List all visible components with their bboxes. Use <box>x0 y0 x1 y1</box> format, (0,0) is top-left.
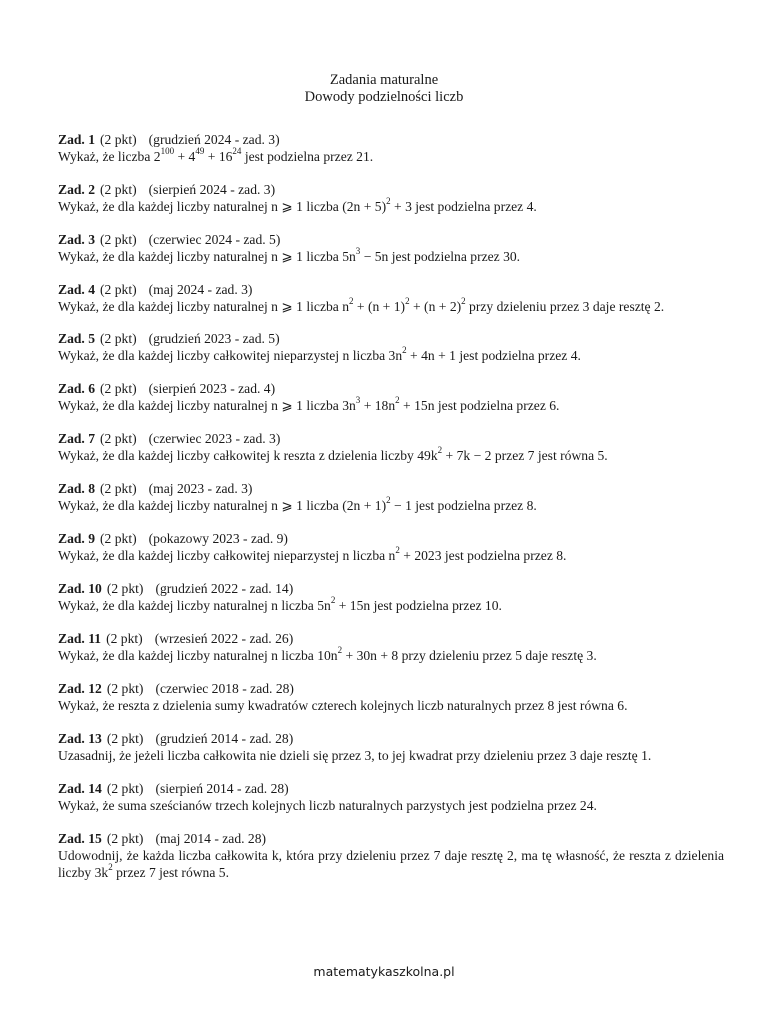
problem-text: Wykaż, że dla każdej liczby naturalnej n liczba $10n^2 + 30n + 8$ przy dzieleniu przez 5 daje resztę 3. <box>58 645 597 663</box>
problem-points: (2 pkt) <box>100 182 137 197</box>
problem-header <box>58 830 724 847</box>
problem-header <box>58 181 724 198</box>
problem-source: (czerwiec 2023 - zad. 3) <box>148 431 281 446</box>
problem-text: Wykaż, że reszta z dzielenia sumy kwadratów czterech kolejnych liczb naturalnych przez 8 jest równa 6. <box>58 698 628 713</box>
problem-header <box>58 780 724 797</box>
problem-5 <box>58 330 724 364</box>
problem-label: Zad. 5 <box>58 331 96 346</box>
problem-11 <box>58 630 724 664</box>
problem-15 <box>58 830 724 881</box>
problem-label: Zad. 7 <box>58 431 96 446</box>
problem-label: Zad. 15 <box>58 831 102 846</box>
problem-header <box>58 231 724 248</box>
problem-source: (grudzień 2023 - zad. 5) <box>148 331 280 346</box>
problem-header <box>58 730 724 747</box>
problem-text: Wykaż, że dla każdej liczby naturalnej n ⩾ 1 liczba $(2n + 5)^2 + 3$ jest podzielna przez 4. <box>58 196 537 214</box>
problem-header <box>58 680 724 697</box>
problem-text: Wykaż, że dla każdej liczby naturalnej n ⩾ 1 liczba $(2n + 1)^2 - 1$ jest podzielna przez 8. <box>58 495 537 513</box>
problem-header <box>58 430 724 447</box>
problem-header <box>58 281 724 298</box>
problem-points: (2 pkt) <box>100 431 137 446</box>
problem-points: (2 pkt) <box>106 581 144 596</box>
problem-points: (2 pkt) <box>100 331 137 346</box>
footer-site: matematykaszkolna.pl <box>313 964 455 979</box>
problem-label: Zad. 2 <box>58 182 96 197</box>
problem-12 <box>58 680 724 714</box>
problem-points: (2 pkt) <box>106 831 144 846</box>
problem-source: (pokazowy 2023 - zad. 9) <box>148 531 288 546</box>
problem-1 <box>58 131 724 165</box>
problem-label: Zad. 14 <box>58 781 102 796</box>
problem-points: (2 pkt) <box>100 132 137 147</box>
problem-source: (czerwiec 2024 - zad. 5) <box>148 232 281 247</box>
problem-label: Zad. 12 <box>58 681 102 696</box>
problem-text: Wykaż, że dla każdej liczby naturalnej n ⩾ 1 liczba $n^2 + (n + 1)^2 + (n + 2)^2$ przy dzieleniu przez 3 daje resztę 2. <box>58 296 665 314</box>
problem-points: (2 pkt) <box>106 681 144 696</box>
problem-text: Udowodnij, że każda liczba całkowita k, która przy dzieleniu przez 7 daje resztę 2, ma tę własność, że reszta z dzielenia liczby $3k^2$ przez 7 jest równa 5. <box>58 848 724 880</box>
problem-text: Wykaż, że dla każdej liczby naturalnej n ⩾ 1 liczba $3n^3 + 18n^2 + 15n$ jest podzielna przez 6. <box>58 395 560 413</box>
problem-header <box>58 580 724 597</box>
problem-text: Wykaż, że dla każdej liczby naturalnej n liczba $5n^2 + 15n$ jest podzielna przez 10. <box>58 595 502 613</box>
problem-7 <box>58 430 724 464</box>
problem-text: Wykaż, że suma sześcianów trzech kolejnych liczb naturalnych parzystych jest podzielna przez 24. <box>58 798 597 813</box>
problem-label: Zad. 11 <box>58 631 102 646</box>
problem-header <box>58 480 724 497</box>
document-title: Zadania maturalne <box>329 72 439 88</box>
problem-3 <box>58 231 724 265</box>
problem-source: (sierpień 2014 - zad. 28) <box>155 781 289 796</box>
problem-header <box>58 131 724 148</box>
problem-text: Wykaż, że dla każdej liczby całkowitej nieparzystej n liczba $n^2 + 2023$ jest podzielna przez 8. <box>58 545 567 563</box>
problem-text: Wykaż, że liczba $2^{100} + 4^{49} + 16^{24}$ jest podzielna przez 21. <box>58 146 374 164</box>
problem-source: (czerwiec 2018 - zad. 28) <box>155 681 294 696</box>
problem-source: (grudzień 2024 - zad. 3) <box>148 132 280 147</box>
problem-points: (2 pkt) <box>106 631 143 646</box>
problem-points: (2 pkt) <box>100 531 137 546</box>
problem-points: (2 pkt) <box>106 731 144 746</box>
problem-source: (grudzień 2022 - zad. 14) <box>155 581 294 596</box>
problem-13 <box>58 730 724 764</box>
problem-label: Zad. 3 <box>58 232 96 247</box>
problem-9 <box>58 530 724 564</box>
problem-label: Zad. 9 <box>58 531 96 546</box>
problem-4 <box>58 281 724 315</box>
problem-source: (maj 2023 - zad. 3) <box>148 481 253 496</box>
problem-14 <box>58 780 724 814</box>
problem-label: Zad. 6 <box>58 381 96 396</box>
problem-source: (wrzesień 2022 - zad. 26) <box>154 631 294 646</box>
problem-points: (2 pkt) <box>100 232 137 247</box>
problem-text: Uzasadnij, że jeżeli liczba całkowita nie dzieli się przez 3, to jej kwadrat przy dzieleniu przez 3 daje resztę 1. <box>58 748 652 763</box>
problem-list <box>58 131 724 881</box>
document-subtitle: Dowody podzielności liczb <box>304 89 464 105</box>
problem-source: (sierpień 2023 - zad. 4) <box>148 381 276 396</box>
problem-points: (2 pkt) <box>100 481 137 496</box>
problem-text: Wykaż, że dla każdej liczby naturalnej n ⩾ 1 liczba $5n^3 - 5n$ jest podzielna przez 30. <box>58 246 521 264</box>
problem-label: Zad. 10 <box>58 581 102 596</box>
problem-label: Zad. 4 <box>58 282 96 297</box>
problem-source: (maj 2024 - zad. 3) <box>148 282 253 297</box>
problem-header <box>58 330 724 347</box>
problem-label: Zad. 13 <box>58 731 102 746</box>
problem-label: Zad. 8 <box>58 481 96 496</box>
problem-header <box>58 380 724 397</box>
problem-header <box>58 530 724 547</box>
problem-10 <box>58 580 724 614</box>
problem-source: (maj 2014 - zad. 28) <box>155 831 267 846</box>
problem-points: (2 pkt) <box>100 381 137 396</box>
problem-source: (grudzień 2014 - zad. 28) <box>155 731 294 746</box>
problem-2 <box>58 181 724 215</box>
problem-8 <box>58 480 724 514</box>
problem-text: Wykaż, że dla każdej liczby całkowitej k reszta z dzielenia liczby $49k^2 + 7k - 2$ przez 7 jest równa 5. <box>58 445 608 463</box>
problem-source: (sierpień 2024 - zad. 3) <box>148 182 276 197</box>
problem-header <box>58 630 724 647</box>
problem-6 <box>58 380 724 414</box>
problem-text: Wykaż, że dla każdej liczby całkowitej nieparzystej n liczba $3n^2 + 4n + 1$ jest podzielna przez 4. <box>58 345 581 363</box>
document-header <box>0 72 768 106</box>
problem-points: (2 pkt) <box>106 781 144 796</box>
problem-points: (2 pkt) <box>100 282 137 297</box>
problem-label: Zad. 1 <box>58 132 96 147</box>
